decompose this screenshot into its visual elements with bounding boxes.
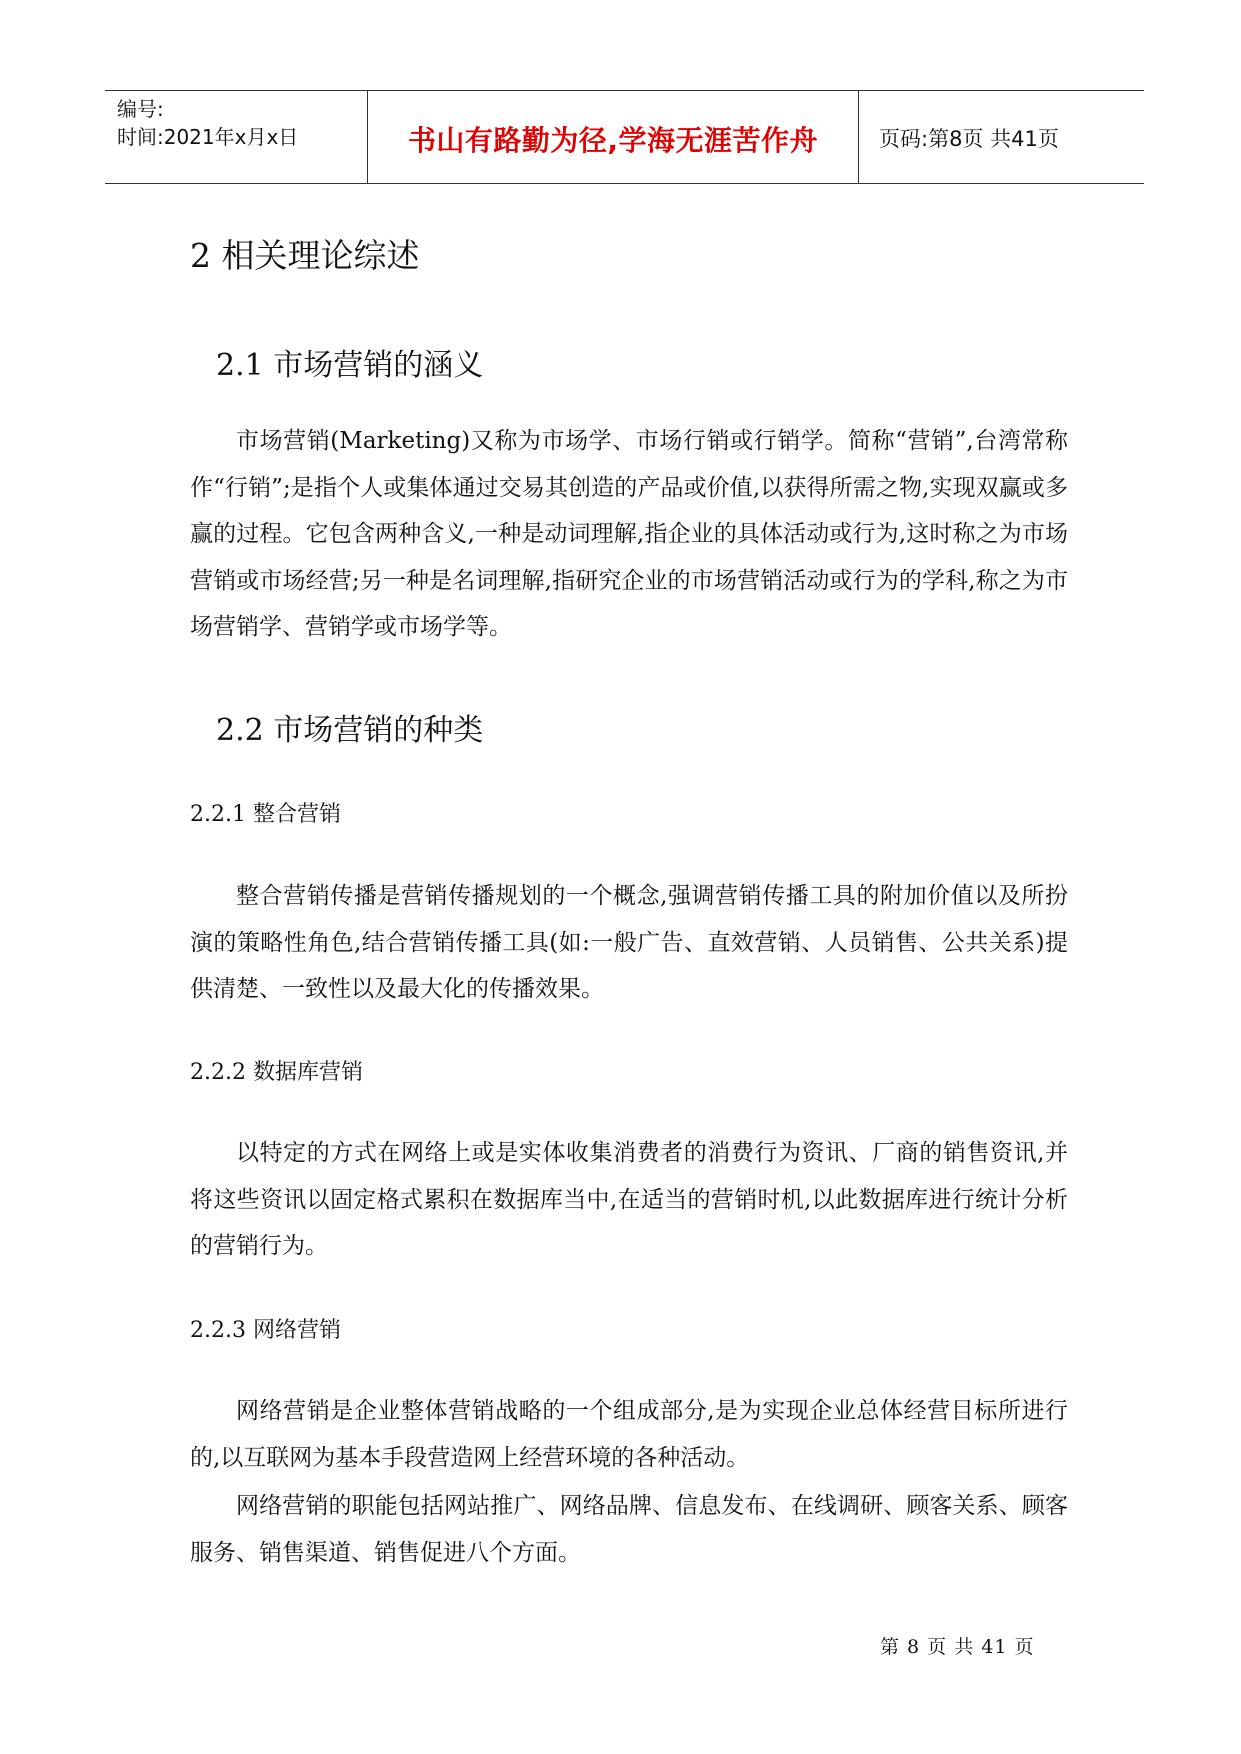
section-title-2-1: 2.1 市场营销的涵义 xyxy=(216,348,484,383)
subsection-title-2-2-3: 2.2.3 网络营销 xyxy=(190,1318,341,1343)
header-motto: 书山有路勤为径,学海无涯苦作舟 xyxy=(407,124,819,157)
page-footer: 第 8 页 共 41 页 xyxy=(880,1636,1035,1658)
header-meta-cell xyxy=(105,91,367,183)
document-number-label: 编号: xyxy=(117,97,164,121)
section-title-2-2: 2.2 市场营销的种类 xyxy=(216,713,484,748)
section-paragraph-2-1: 市场营销(Marketing)又称为市场学、市场行销或行销学。简称“营销”,台湾常称作“行销”;是指个人或集体通过交易其创造的产品或价值,以获得所需之物,实现双赢或多赢的过程。它包含两种含义,一种是动词理解,指企业的具体活动或行为,这时称之为市场营销或市场经营;另一种是名词理解,指研究企业的市场营销活动或行为的学科,称之为市场营销学、营销学或市场学等。 xyxy=(190,428,1068,640)
chapter-title: 2 相关理论综述 xyxy=(190,236,420,275)
document-time-label: 时间:2021年x月x日 xyxy=(117,125,299,149)
subsection-paragraph-2-2-2: 以特定的方式在网络上或是实体收集消费者的消费行为资讯、厂商的销售资讯,并将这些资讯以固定格式累积在数据库当中,在适当的营销时机,以此数据库进行统计分析的营销行为。 xyxy=(190,1140,1068,1259)
header-page-cell xyxy=(859,91,1144,183)
page-header xyxy=(105,90,1144,184)
header-motto-cell xyxy=(367,91,859,183)
subsection-paragraph-2-2-3-a: 网络营销是企业整体营销战略的一个组成部分,是为实现企业总体经营目标所进行的,以互联网为基本手段营造网上经营环境的各种活动。 xyxy=(190,1398,1068,1471)
header-page-info: 页码:第8页 共41页 xyxy=(879,127,1059,151)
subsection-title-2-2-1: 2.2.1 整合营销 xyxy=(190,802,341,827)
subsection-title-2-2-2: 2.2.2 数据库营销 xyxy=(190,1060,363,1085)
subsection-paragraph-2-2-3-b: 网络营销的职能包括网站推广、网络品牌、信息发布、在线调研、顾客关系、顾客服务、销售渠道、销售促进八个方面。 xyxy=(190,1493,1068,1566)
subsection-paragraph-2-2-1: 整合营销传播是营销传播规划的一个概念,强调营销传播工具的附加价值以及所扮演的策略性角色,结合营销传播工具(如:一般广告、直效营销、人员销售、公共关系)提供清楚、一致性以及最大化的传播效果。 xyxy=(190,883,1068,1002)
